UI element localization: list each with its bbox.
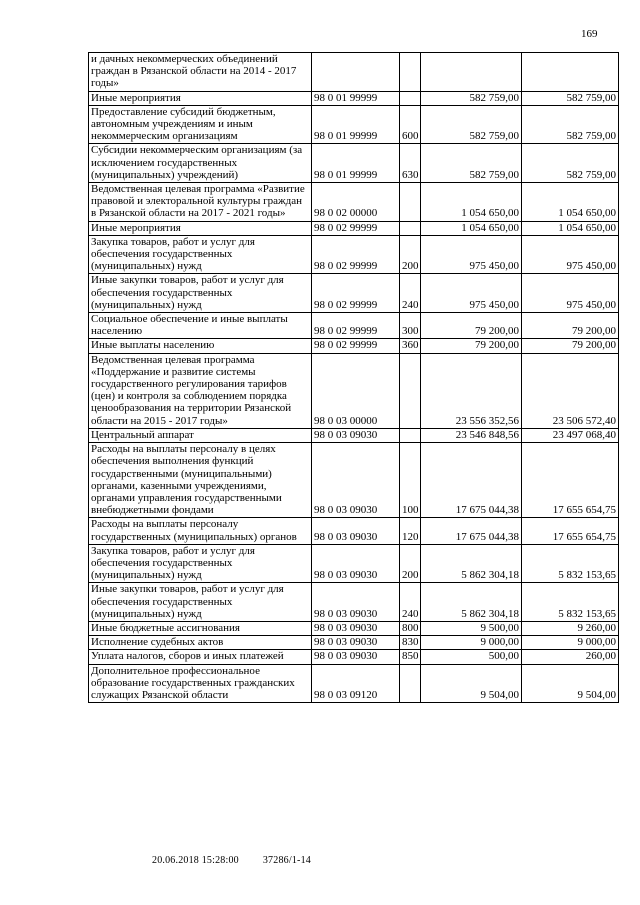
table-row [89, 339, 619, 353]
row-sum-year2-cell: 23 506 572,40 [522, 353, 619, 428]
row-sum-year1-cell: 9 500,00 [421, 621, 522, 635]
table-row [89, 636, 619, 650]
row-sum-year2-cell: 5 832 153,65 [522, 583, 619, 622]
row-code-cell: 98 0 03 09120 [312, 664, 400, 703]
row-name-cell: Уплата налогов, сборов и иных платежей [89, 650, 312, 664]
table-row [89, 221, 619, 235]
row-sum-year2-cell: 975 450,00 [522, 274, 619, 313]
row-sum-year2-cell: 17 655 654,75 [522, 443, 619, 518]
row-name-cell: Иные закупки товаров, работ и услуг для обеспечения государственных (муниципальных) нужд [89, 583, 312, 622]
row-sum-year1-cell: 1 054 650,00 [421, 221, 522, 235]
row-vr-cell: 630 [400, 144, 421, 183]
row-name-cell: Иные бюджетные ассигнования [89, 621, 312, 635]
row-sum-year2-cell [522, 53, 619, 92]
budget-table [88, 52, 619, 703]
document-footer [152, 855, 311, 866]
row-sum-year1-cell: 17 675 044,38 [421, 443, 522, 518]
table-row [89, 428, 619, 442]
row-sum-year1-cell: 23 546 848,56 [421, 428, 522, 442]
row-name-cell: Социальное обеспечение и иные выплаты населению [89, 313, 312, 339]
row-sum-year2-cell: 582 759,00 [522, 91, 619, 105]
row-sum-year2-cell: 17 655 654,75 [522, 518, 619, 544]
row-sum-year2-cell: 79 200,00 [522, 313, 619, 339]
row-code-cell: 98 0 02 00000 [312, 183, 400, 222]
row-name-cell: Ведомственная целевая программа «Поддержание и развитие системы государственного регулирования тарифов (цен) и контроля за соблюдением порядка ценообразования на территории Рязанской области на 2015 - 2017 годы» [89, 353, 312, 428]
row-sum-year1-cell: 23 556 352,56 [421, 353, 522, 428]
row-code-cell: 98 0 03 09030 [312, 650, 400, 664]
row-vr-cell [400, 183, 421, 222]
row-vr-cell: 200 [400, 544, 421, 583]
row-sum-year2-cell: 23 497 068,40 [522, 428, 619, 442]
row-name-cell: Иные мероприятия [89, 91, 312, 105]
row-vr-cell: 120 [400, 518, 421, 544]
table-row [89, 105, 619, 144]
row-vr-cell [400, 53, 421, 92]
row-vr-cell: 100 [400, 443, 421, 518]
row-sum-year2-cell: 9 504,00 [522, 664, 619, 703]
table-row [89, 144, 619, 183]
row-vr-cell [400, 428, 421, 442]
row-vr-cell: 830 [400, 636, 421, 650]
row-code-cell: 98 0 02 99999 [312, 235, 400, 274]
row-sum-year1-cell: 582 759,00 [421, 105, 522, 144]
row-sum-year1-cell: 500,00 [421, 650, 522, 664]
row-sum-year1-cell: 9 000,00 [421, 636, 522, 650]
row-code-cell: 98 0 02 99999 [312, 274, 400, 313]
row-vr-cell [400, 664, 421, 703]
row-vr-cell: 200 [400, 235, 421, 274]
row-sum-year2-cell: 79 200,00 [522, 339, 619, 353]
row-sum-year1-cell: 582 759,00 [421, 91, 522, 105]
row-sum-year2-cell: 9 000,00 [522, 636, 619, 650]
table-row [89, 650, 619, 664]
row-sum-year1-cell: 9 504,00 [421, 664, 522, 703]
row-sum-year1-cell: 975 450,00 [421, 235, 522, 274]
row-name-cell: Иные мероприятия [89, 221, 312, 235]
row-sum-year2-cell: 9 260,00 [522, 621, 619, 635]
row-vr-cell [400, 91, 421, 105]
row-vr-cell: 600 [400, 105, 421, 144]
table-row [89, 313, 619, 339]
row-name-cell: Иные выплаты населению [89, 339, 312, 353]
row-sum-year2-cell: 1 054 650,00 [522, 183, 619, 222]
page-number: 169 [581, 28, 598, 40]
row-name-cell: Центральный аппарат [89, 428, 312, 442]
table-row [89, 183, 619, 222]
row-name-cell: Расходы на выплаты персоналу государственных (муниципальных) органов [89, 518, 312, 544]
row-vr-cell: 800 [400, 621, 421, 635]
footer-doc-number: 37286/1-14 [262, 855, 311, 866]
row-sum-year1-cell: 17 675 044,38 [421, 518, 522, 544]
table-row [89, 518, 619, 544]
row-name-cell: Закупка товаров, работ и услуг для обеспечения государственных (муниципальных) нужд [89, 544, 312, 583]
row-vr-cell: 240 [400, 274, 421, 313]
table-row [89, 91, 619, 105]
row-code-cell: 98 0 03 09030 [312, 544, 400, 583]
row-vr-cell [400, 353, 421, 428]
table-row [89, 443, 619, 518]
row-sum-year1-cell: 975 450,00 [421, 274, 522, 313]
row-name-cell: Дополнительное профессиональное образование государственных гражданских служащих Рязанской области [89, 664, 312, 703]
row-sum-year1-cell: 5 862 304,18 [421, 544, 522, 583]
row-code-cell: 98 0 03 00000 [312, 353, 400, 428]
row-code-cell [312, 53, 400, 92]
row-code-cell: 98 0 03 09030 [312, 518, 400, 544]
row-code-cell: 98 0 02 99999 [312, 313, 400, 339]
row-sum-year1-cell: 79 200,00 [421, 313, 522, 339]
row-vr-cell: 360 [400, 339, 421, 353]
row-vr-cell: 850 [400, 650, 421, 664]
row-code-cell: 98 0 03 09030 [312, 443, 400, 518]
table-row [89, 53, 619, 92]
row-code-cell: 98 0 03 09030 [312, 621, 400, 635]
table-row [89, 235, 619, 274]
row-code-cell: 98 0 03 09030 [312, 636, 400, 650]
row-name-cell: Закупка товаров, работ и услуг для обеспечения государственных (муниципальных) нужд [89, 235, 312, 274]
row-code-cell: 98 0 02 99999 [312, 339, 400, 353]
row-name-cell: Предоставление субсидий бюджетным, автономным учреждениям и иным некоммерческим организациям [89, 105, 312, 144]
table-row [89, 544, 619, 583]
row-sum-year2-cell: 582 759,00 [522, 105, 619, 144]
table-row [89, 621, 619, 635]
row-name-cell: и дачных некоммерческих объединений граждан в Рязанской области на 2014 - 2017 годы» [89, 53, 312, 92]
footer-datetime: 20.06.2018 15:28:00 [152, 855, 239, 866]
row-sum-year1-cell: 582 759,00 [421, 144, 522, 183]
row-sum-year1-cell: 5 862 304,18 [421, 583, 522, 622]
row-vr-cell: 240 [400, 583, 421, 622]
row-sum-year2-cell: 582 759,00 [522, 144, 619, 183]
row-code-cell: 98 0 01 99999 [312, 91, 400, 105]
row-sum-year2-cell: 260,00 [522, 650, 619, 664]
row-name-cell: Субсидии некоммерческим организациям (за исключением государственных (муниципальных) учреждений) [89, 144, 312, 183]
row-code-cell: 98 0 03 09030 [312, 428, 400, 442]
table-row [89, 274, 619, 313]
table-row [89, 583, 619, 622]
row-code-cell: 98 0 01 99999 [312, 144, 400, 183]
row-name-cell: Ведомственная целевая программа «Развитие правовой и электоральной культуры граждан в Рязанской области на 2017 - 2021 годы» [89, 183, 312, 222]
row-sum-year2-cell: 975 450,00 [522, 235, 619, 274]
row-sum-year2-cell: 1 054 650,00 [522, 221, 619, 235]
row-vr-cell: 300 [400, 313, 421, 339]
row-name-cell: Иные закупки товаров, работ и услуг для обеспечения государственных (муниципальных) нужд [89, 274, 312, 313]
row-code-cell: 98 0 03 09030 [312, 583, 400, 622]
table-row [89, 664, 619, 703]
row-sum-year1-cell: 79 200,00 [421, 339, 522, 353]
row-sum-year1-cell: 1 054 650,00 [421, 183, 522, 222]
row-name-cell: Расходы на выплаты персоналу в целях обеспечения выполнения функций государственными (муниципальными) органами, казенными учреждениями, органами управления государственными внебюджетными фондами [89, 443, 312, 518]
row-code-cell: 98 0 02 99999 [312, 221, 400, 235]
row-vr-cell [400, 221, 421, 235]
table-row [89, 353, 619, 428]
budget-table-body [89, 53, 619, 703]
row-name-cell: Исполнение судебных актов [89, 636, 312, 650]
row-code-cell: 98 0 01 99999 [312, 105, 400, 144]
row-sum-year1-cell [421, 53, 522, 92]
row-sum-year2-cell: 5 832 153,65 [522, 544, 619, 583]
